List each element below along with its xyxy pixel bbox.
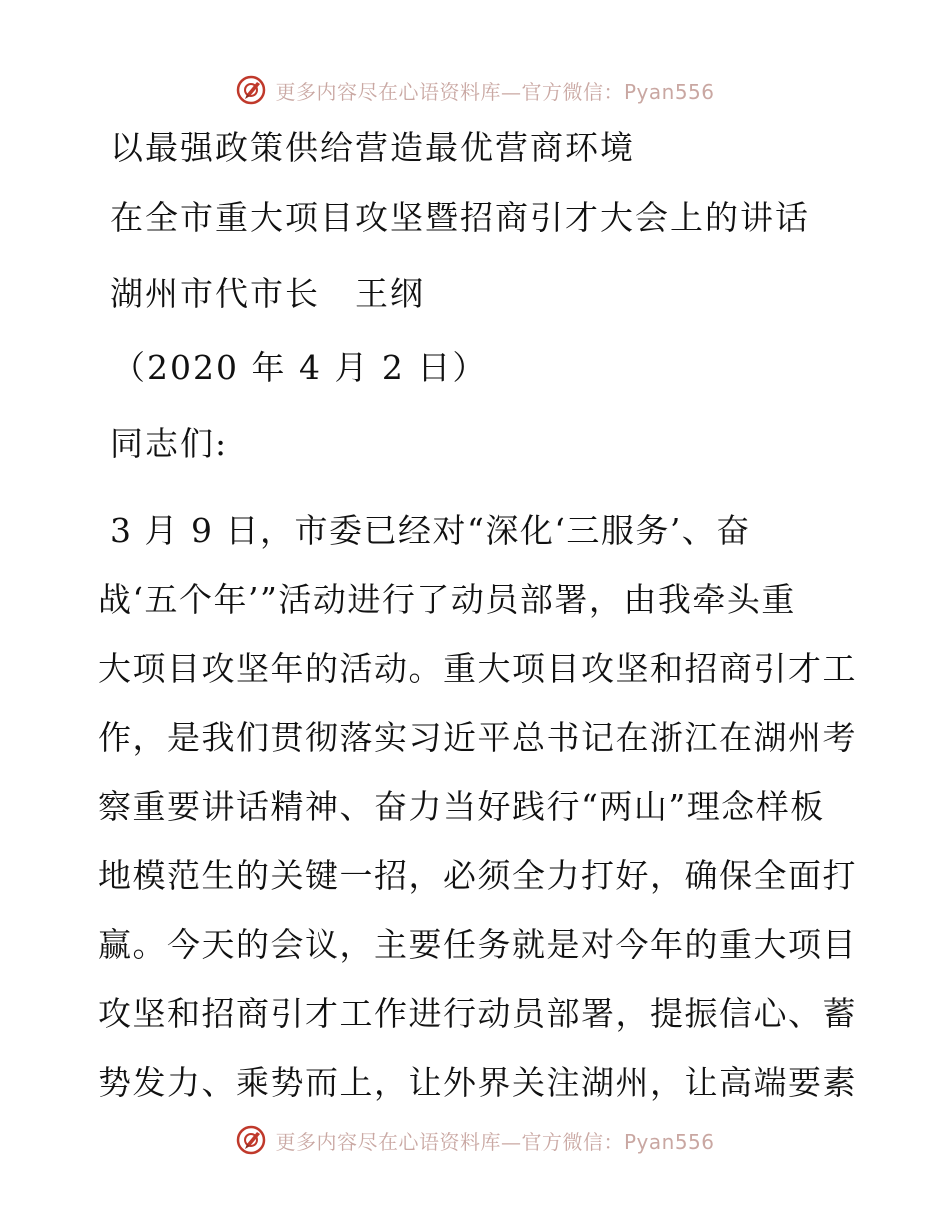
- document-title: 以最强政策供给营造最优营商环境: [110, 128, 635, 167]
- paragraph-line: 3 月 9 日，市委已经对“深化‘三服务’、奋: [110, 511, 751, 550]
- paragraph-line: 势发力、乘势而上，让外界关注湖州，让高端要素: [98, 1063, 857, 1102]
- watermark-text: [275, 76, 714, 105]
- document-subtitle: 在全市重大项目攻坚暨招商引才大会上的讲话: [110, 198, 810, 237]
- watermark-wechat-id: Pyan556: [623, 79, 715, 104]
- watermark-label: 更多内容尽在心语资料库—官方微信：: [275, 79, 624, 104]
- paragraph-line: 赢。今天的会议，主要任务就是对今年的重大项目: [98, 925, 857, 964]
- pen-logo-icon: [235, 1124, 267, 1156]
- watermark-footer: [0, 1120, 950, 1160]
- watermark-wechat-id: Pyan556: [623, 1129, 715, 1154]
- pen-logo-icon: [235, 74, 267, 106]
- document-date: （2020 年 4 月 2 日）: [112, 348, 488, 387]
- document-paragraph: [98, 496, 857, 1117]
- paragraph-line: 攻坚和招商引才工作进行动员部署，提振信心、蓄: [98, 994, 857, 1033]
- paragraph-line: 地模范生的关键一招，必须全力打好，确保全面打: [98, 856, 857, 895]
- paragraph-line: 大项目攻坚年的活动。重大项目攻坚和招商引才工: [98, 649, 857, 688]
- watermark-header: [0, 70, 950, 110]
- document-greeting: 同志们:: [110, 424, 229, 463]
- watermark-label: 更多内容尽在心语资料库—官方微信：: [275, 1129, 624, 1154]
- watermark-text: [275, 1126, 714, 1155]
- paragraph-line: 察重要讲话精神、奋力当好践行“两山”理念样板: [98, 787, 825, 826]
- paragraph-line: 作，是我们贯彻落实习近平总书记在浙江在湖州考: [98, 718, 857, 757]
- paragraph-line: 战‘五个年’”活动进行了动员部署，由我牵头重: [98, 580, 796, 619]
- document-author: 湖州市代市长 王纲: [110, 274, 425, 313]
